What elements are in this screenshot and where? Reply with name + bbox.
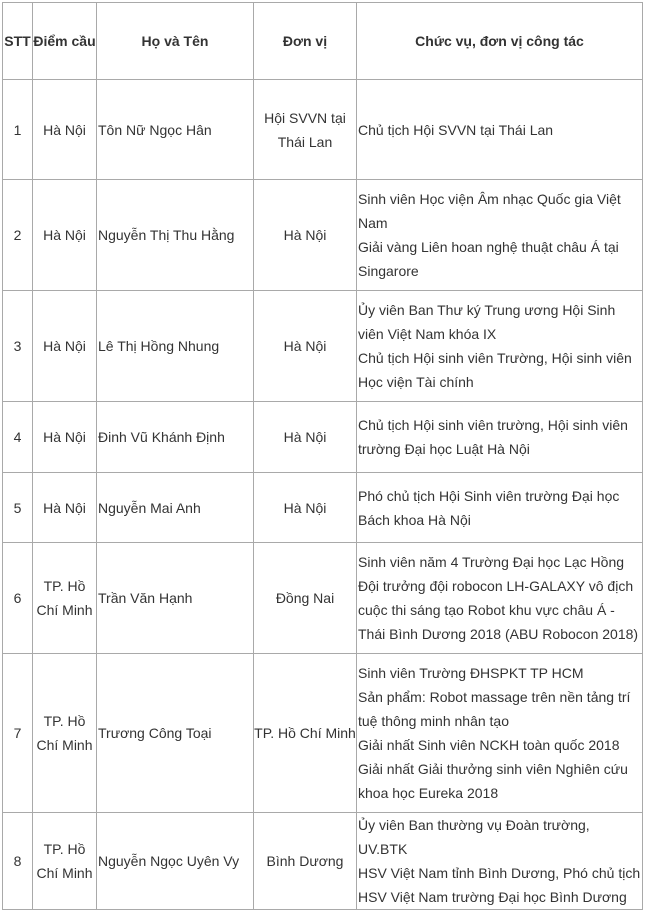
chuc-vu-line: Sinh viên Học viện Âm nhạc Quốc gia Việt [358,191,621,207]
don-vi-line: Thái Lan [277,133,333,150]
chuc-vu-cell [357,402,643,473]
diem-cau-cell [33,402,97,473]
ho-ten-cell: Nguyễn Ngọc Uyên Vy [97,813,254,910]
chuc-vu-cell [357,473,643,543]
chuc-vu-line: Ủy viên Ban Thư ký Trung ương Hội Sinh [358,302,616,318]
don-vi-line: TP. Hồ Chí Minh [254,725,356,741]
chuc-vu-line: Sản phẩm: Robot massage trên nền tảng trí [358,689,631,705]
ho-ten-cell: Nguyễn Mai Anh [97,473,254,543]
ho-ten-cell: Đinh Vũ Khánh Định [97,402,254,473]
chuc-vu-line: Chủ tịch Hội sinh viên Trường, Hội sinh viên [358,350,632,366]
chuc-vu-line: Giải nhất Sinh viên NCKH toàn quốc 2018 [358,737,620,753]
table-row [3,654,643,813]
chuc-vu-line: HSV Việt Nam tỉnh Bình Dương, Phó chủ tịch [358,865,641,881]
chuc-vu-line: Singarore [358,263,419,279]
diem-cau-cell [33,80,97,180]
diem-cau-line: Hà Nội [43,499,86,516]
stt-cell: 2 [3,180,33,291]
ho-ten-cell: Nguyễn Thị Thu Hằng [97,180,254,291]
stt-cell: 3 [3,291,33,402]
don-vi-cell [254,402,357,473]
chuc-vu-line: Nam [358,215,388,231]
don-vi-cell [254,291,357,402]
chuc-vu-line: Giải vàng Liên hoan nghệ thuật châu Á tại [358,239,619,255]
ho-ten-cell: Tôn Nữ Ngọc Hân [97,80,254,180]
diem-cau-line: TP. Hồ [43,713,86,729]
table-row [3,473,643,543]
diem-cau-line: Hà Nội [43,338,86,354]
chuc-vu-line: Học viện Tài chính [358,374,474,390]
don-vi-cell [254,654,357,813]
diem-cau-line: Chí Minh [36,602,93,618]
table-row [3,402,643,473]
don-vi-line: Hà Nội [283,227,327,243]
don-vi-cell [254,473,357,543]
header-stt: STT [3,3,33,80]
diem-cau-line: Hà Nội [43,121,86,138]
don-vi-line: Hà Nội [283,429,327,445]
diem-cau-line: Hà Nội [43,429,86,445]
ho-ten-cell: Trần Văn Hạnh [97,543,254,654]
chuc-vu-line: Bách khoa Hà Nội [358,511,471,528]
chuc-vu-line: tuệ thông minh nhân tạo [358,713,510,729]
chuc-vu-line: cuộc thi sáng tạo Robot khu vực châu Á - [358,602,615,618]
chuc-vu-cell [357,654,643,813]
stt-cell: 4 [3,402,33,473]
ho-ten-cell: Lê Thị Hồng Nhung [97,291,254,402]
diem-cau-line: TP. Hồ [43,578,86,594]
chuc-vu-line: Thái Bình Dương 2018 (ABU Robocon 2018) [358,626,639,642]
table-row [3,180,643,291]
don-vi-cell [254,543,357,654]
chuc-vu-line: HSV Việt Nam trường Đại học Bình Dương [358,889,627,905]
diem-cau-cell [33,180,97,291]
header-diem-cau: Điểm cầu [33,3,97,80]
diem-cau-line: Hà Nội [43,227,86,243]
don-vi-line: Hà Nội [283,499,327,516]
diem-cau-line: TP. Hồ [43,841,86,857]
chuc-vu-cell [357,80,643,180]
students-table [2,2,643,910]
diem-cau-cell [33,813,97,910]
table-row [3,80,643,180]
chuc-vu-line: Sinh viên Trường ĐHSPKT TP HCM [358,665,584,681]
don-vi-cell [254,180,357,291]
chuc-vu-line: Sinh viên năm 4 Trường Đại học Lạc Hồng [358,554,625,570]
table-row [3,291,643,402]
chuc-vu-cell [357,291,643,402]
chuc-vu-line: viên Việt Nam khóa IX [358,326,497,342]
don-vi-line: Hà Nội [283,338,327,354]
chuc-vu-line: Ủy viên Ban thường vụ Đoàn trường, UV.BTK [358,817,590,857]
stt-cell: 5 [3,473,33,543]
chuc-vu-line: Chủ tịch Hội sinh viên trường, Hội sinh viên [358,417,628,433]
chuc-vu-line: Đội trưởng đội robocon LH-GALAXY vô địch [358,578,634,594]
header-chuc-vu: Chức vụ, đơn vị công tác [357,3,643,80]
diem-cau-cell [33,473,97,543]
chuc-vu-line: Chủ tịch Hội SVVN tại Thái Lan [358,121,554,138]
table-header-row [3,3,643,80]
chuc-vu-line: Giải nhất Giải thưởng sinh viên Nghiên cứu [358,761,628,777]
stt-cell: 7 [3,654,33,813]
diem-cau-line: Chí Minh [36,737,93,753]
stt-cell: 6 [3,543,33,654]
chuc-vu-cell [357,543,643,654]
chuc-vu-line: Phó chủ tịch Hội Sinh viên trường Đại học [358,487,620,504]
don-vi-line: Hội SVVN tại [264,109,346,126]
don-vi-line: Đồng Nai [275,590,335,606]
chuc-vu-cell [357,813,643,910]
diem-cau-cell [33,543,97,654]
stt-cell: 8 [3,813,33,910]
ho-ten-cell: Trương Công Toại [97,654,254,813]
diem-cau-line: Chí Minh [36,865,93,881]
don-vi-line: Bình Dương [266,853,344,869]
diem-cau-cell [33,654,97,813]
chuc-vu-line: trường Đại học Luật Hà Nội [358,441,530,457]
diem-cau-cell [33,291,97,402]
chuc-vu-cell [357,180,643,291]
header-don-vi: Đơn vị [254,3,357,80]
don-vi-cell [254,80,357,180]
don-vi-cell [254,813,357,910]
table-row [3,543,643,654]
chuc-vu-line: khoa học Eureka 2018 [358,785,499,801]
header-ho-ten: Họ và Tên [97,3,254,80]
table-row [3,813,643,910]
stt-cell: 1 [3,80,33,180]
